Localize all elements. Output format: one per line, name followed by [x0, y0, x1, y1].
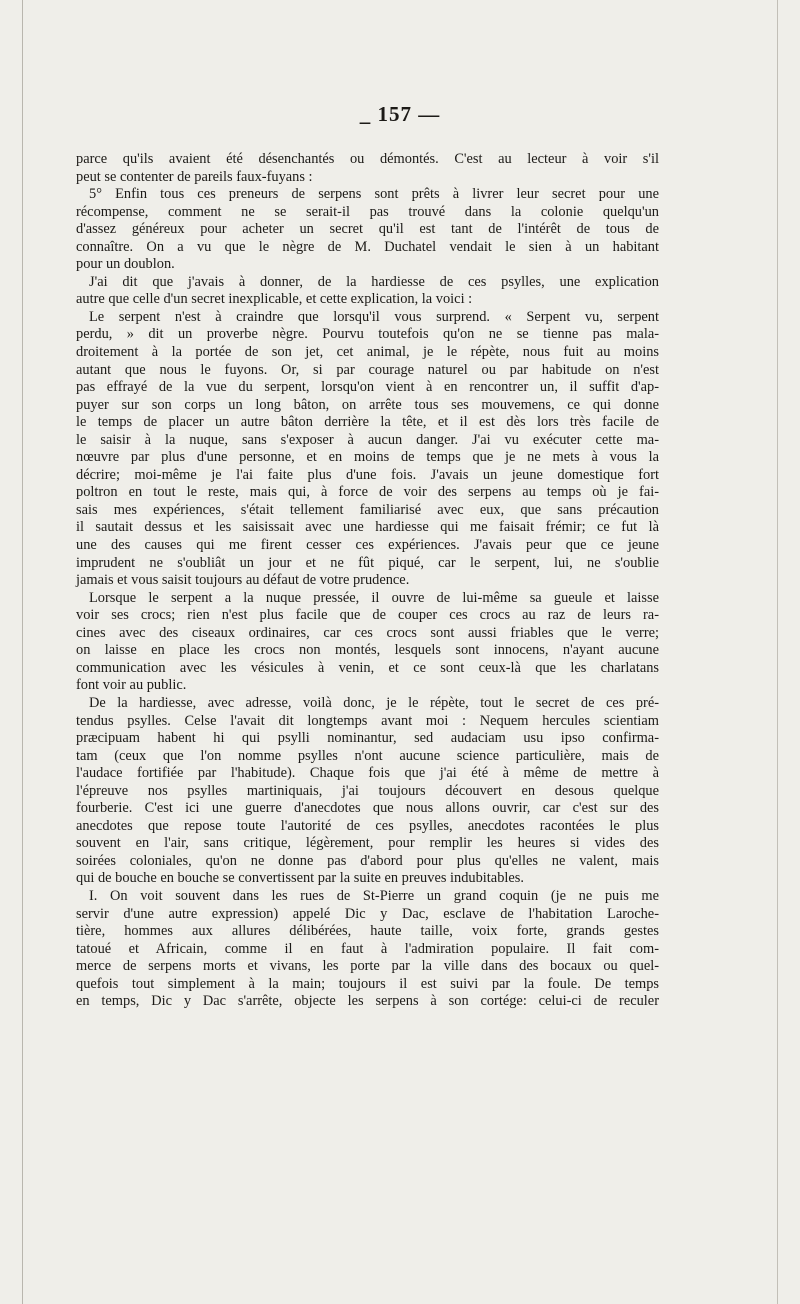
- text-line: servir d'une autre expression) appelé Dic y Dac, esclave de l'habitation Laroche-: [76, 905, 659, 922]
- text-line: qui de bouche en bouche se convertissent par la suite en preuves indubitables.: [76, 870, 524, 887]
- text-line: autant que nous le fuyons. Or, si par courage naturel ou par habitude on n'est: [76, 361, 659, 378]
- text-line: merce de serpens morts et vivans, les porte par la ville dans des bocaux ou quel-: [76, 958, 659, 975]
- text-line: I. On voit souvent dans les rues de St-Pierre un grand coquin (je ne puis me: [89, 887, 659, 904]
- text-line: pour un doublon.: [76, 256, 175, 273]
- text-line: une des causes qui me firent cesser ces expériences. J'avais peur que ce jeune: [76, 537, 659, 554]
- text-line: en temps, Dic y Dac s'arrête, objecte les serpens à son cortége: celui-ci de reculer: [76, 993, 659, 1010]
- text-line: J'ai dit que j'avais à donner, de la hardiesse de ces psylles, une explication: [89, 273, 659, 290]
- text-line: font voir au public.: [76, 677, 187, 694]
- text-line: præcipuam habent hi qui psylli nominantur, sed audaciam usu ipso confirma-: [76, 730, 659, 747]
- text-line: tière, hommes aux allures délibérées, haute taille, voix forte, grands gestes: [76, 923, 659, 940]
- text-line: quefois tout simplement à la main; toujours il est suivi par la foule. De temps: [76, 975, 659, 992]
- text-line: Le serpent n'est à craindre que lorsqu'il vous surprend. « Serpent vu, serpent: [89, 308, 659, 325]
- text-line: imprudent ne s'oubliât un jour et ne fût piqué, car le serpent, lui, ne s'oublie: [76, 554, 659, 571]
- text-line: voir ses crocs; rien n'est plus facile que de couper ces crocs au raz de leurs ra-: [76, 607, 659, 624]
- text-line: tatoué et Africain, comme il en faut à l'admiration populaire. Il fait com-: [76, 940, 659, 957]
- text-line: tam (ceux que l'on nomme psylles n'ont aucune science particulière, mais de: [76, 747, 659, 764]
- text-line: récompense, comment ne se serait-il pas trouvé dans la colonie quelqu'un: [76, 203, 659, 220]
- text-line: d'assez généreux pour acheter un secret qu'il est tant de l'intérêt de tous de: [76, 221, 659, 238]
- text-line: Lorsque le serpent a la nuque pressée, il ouvre de lui-même sa gueule et laisse: [89, 589, 659, 606]
- text-line: l'audace fortifiée par l'habitude). Chaque fois que j'ai été à même de mettre à: [76, 765, 659, 782]
- text-line: cines avec des ciseaux ordinaires, car ces crocs sont aussi friables que le verre;: [76, 624, 659, 641]
- page-edge-right: [777, 0, 778, 1304]
- page-edge-left: [22, 0, 23, 1304]
- text-line: parce qu'ils avaient été désenchantés ou démontés. C'est au lecteur à voir s'il: [76, 151, 659, 167]
- body-text: [76, 151, 659, 1011]
- text-line: connaître. On a vu que le nègre de M. Duchatel vendait le sien à un habitant: [76, 238, 659, 255]
- text-line: tendus psylles. Celse l'avait dit longtemps avant moi : Nequem hercules scientiam: [76, 712, 659, 729]
- text-line: pas effrayé de la vue du serpent, lorsqu'on vient à en rencontrer un, il suffit d'ap-: [76, 379, 659, 396]
- page-number: _ 157 —: [359, 102, 441, 126]
- text-line: puyer sur son corps un long bâton, on arrête tous ses mouvemens, ce qui donne: [76, 396, 659, 413]
- text-line: on laisse en place les crocs non montés, lesquels sont innocens, n'ayant aucune: [76, 642, 659, 659]
- text-line: 5° Enfin tous ces preneurs de serpens sont prêts à livrer leur secret pour une: [89, 186, 659, 203]
- text-line: décrire; moi-même je l'ai faite plus d'une fois. J'avais un jeune domestique fort: [76, 466, 659, 483]
- text-line: jamais et vous saisit toujours au défaut de votre prudence.: [76, 572, 410, 589]
- text-line: poltron en tout le reste, mais qui, à force de voir des serpens au temps où je fai-: [76, 484, 659, 501]
- text-line: nœuvre par plus d'une personne, et en moins de temps que je ne mets à vous la: [76, 449, 659, 466]
- text-line: l'épreuve nos psylles martiniquais, j'ai toujours découvert en desous quelque: [76, 782, 659, 799]
- text-line: droitement à la portée de son jet, cet animal, je le répète, nous fuit au moins: [76, 344, 659, 361]
- text-line: il sautait dessus et les saisissait avec une hardiesse qui me faisait frémir; ce fut là: [76, 519, 659, 536]
- text-line: communication avec les vésicules à venin, et ce sont ceux-là que les charlatans: [76, 659, 659, 676]
- text-line: sais mes expériences, s'était tellement familiarisé avec eux, que sans précaution: [76, 501, 659, 518]
- text-line: anecdotes que repose toute l'autorité de ces psylles, anecdotes racontées le plus: [76, 817, 659, 834]
- text-line: De la hardiesse, avec adresse, voilà donc, je le répète, tout le secret de ces pré-: [89, 694, 659, 711]
- text-line: le temps de placer un autre bâton derrière la tête, et il est dès lors très facile de: [76, 414, 659, 431]
- text-line: autre que celle d'un secret inexplicable, et cette explication, la voici :: [76, 291, 473, 308]
- text-line: souvent en l'air, sans critique, légèrement, pour remplir les heures si vides des: [76, 835, 659, 852]
- text-line: soirées coloniales, qu'on ne donne pas d'abord pour plus qu'elles ne valent, mais: [76, 852, 659, 869]
- text-line: fourberie. C'est ici une guerre d'anecdotes que nous allons ouvrir, car c'est sur des: [76, 800, 659, 817]
- text-line: perdu, » dit un proverbe nègre. Pourvu toutefois qu'on ne se tienne pas mala-: [76, 326, 659, 343]
- text-line: le saisir à la nuque, sans s'exposer à aucun danger. J'ai vu exécuter cette ma-: [76, 431, 659, 448]
- text-line: peut se contenter de pareils faux-fuyans :: [76, 168, 313, 185]
